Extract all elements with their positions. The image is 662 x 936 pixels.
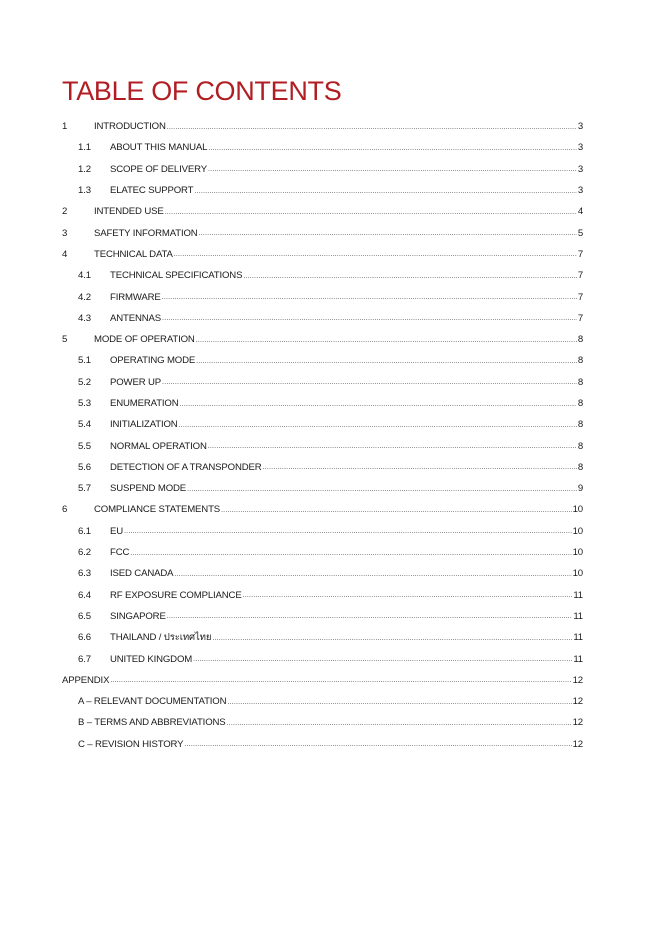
toc-entry[interactable] bbox=[62, 734, 583, 755]
toc-entry-number: 6 bbox=[62, 504, 68, 516]
toc-entry-title: NORMAL OPERATION bbox=[110, 440, 207, 452]
toc-entry-page-number: 12 bbox=[572, 674, 583, 686]
dot-leader bbox=[221, 506, 572, 516]
toc-entry-page-number: 11 bbox=[573, 610, 583, 622]
toc-entry-number: 5.7 bbox=[78, 483, 91, 495]
toc-entry[interactable] bbox=[62, 691, 583, 712]
toc-entry-title: OPERATING MODE bbox=[110, 355, 196, 367]
toc-entry-page-number: 9 bbox=[577, 483, 583, 495]
toc-entry-title: SINGAPORE bbox=[110, 610, 166, 622]
toc-entry-page-number: 11 bbox=[573, 632, 583, 644]
toc-entry-number: 5.5 bbox=[78, 440, 91, 452]
toc-entry[interactable] bbox=[62, 159, 583, 180]
toc-entry-page-number: 3 bbox=[577, 121, 583, 133]
toc-entry[interactable] bbox=[62, 606, 583, 627]
toc-entry-page-number: 12 bbox=[572, 717, 583, 729]
toc-entry[interactable] bbox=[62, 414, 583, 435]
toc-entry[interactable] bbox=[62, 435, 583, 456]
toc-entry-number: 1.1 bbox=[78, 142, 91, 154]
toc-entry[interactable] bbox=[62, 137, 583, 158]
toc-entry-number: 1.3 bbox=[78, 185, 91, 197]
toc-entry-title: RF EXPOSURE COMPLIANCE bbox=[110, 589, 242, 601]
dot-leader bbox=[208, 165, 577, 175]
toc-entry-page-number: 8 bbox=[577, 376, 583, 388]
toc-entry-title: INTENDED USE bbox=[94, 206, 164, 218]
toc-entry-title: INTRODUCTION bbox=[94, 121, 166, 133]
dot-leader bbox=[167, 612, 573, 622]
page-title: TABLE OF CONTENTS bbox=[62, 76, 342, 106]
dot-leader bbox=[243, 591, 573, 601]
toc-entry-title: POWER UP bbox=[110, 376, 162, 388]
toc-entry-number: 6.3 bbox=[78, 568, 91, 580]
toc-entry-title: APPENDIX bbox=[62, 674, 110, 686]
toc-entry-page-number: 7 bbox=[577, 312, 583, 324]
toc-entry-number: 5.1 bbox=[78, 355, 91, 367]
toc-entry-title: SCOPE OF DELIVERY bbox=[110, 163, 207, 175]
toc-entry-number: 5.2 bbox=[78, 376, 91, 388]
toc-entry-page-number: 4 bbox=[577, 206, 583, 218]
toc-entry[interactable] bbox=[62, 648, 583, 669]
toc-entry[interactable] bbox=[62, 244, 583, 265]
toc-entry-number: 6.1 bbox=[78, 525, 91, 537]
toc-entry-number: 1 bbox=[62, 121, 68, 133]
toc-entry-page-number: 10 bbox=[572, 568, 583, 580]
toc-entry-page-number: 8 bbox=[577, 355, 583, 367]
toc-entry-page-number: 3 bbox=[577, 163, 583, 175]
toc-entry-title: TECHNICAL DATA bbox=[94, 248, 173, 260]
dot-leader bbox=[174, 250, 577, 260]
toc-entry-page-number: 11 bbox=[573, 589, 583, 601]
toc-entry[interactable] bbox=[62, 265, 583, 286]
toc-entry-title: A – RELEVANT DOCUMENTATION bbox=[78, 696, 227, 708]
toc-entry[interactable] bbox=[62, 521, 583, 542]
toc-entry[interactable] bbox=[62, 116, 583, 137]
toc-entry[interactable] bbox=[62, 393, 583, 414]
toc-entry[interactable] bbox=[62, 350, 583, 371]
toc-entry[interactable] bbox=[62, 308, 583, 329]
dot-leader bbox=[184, 740, 571, 750]
toc-entry-page-number: 7 bbox=[577, 248, 583, 260]
toc-entry[interactable] bbox=[62, 457, 583, 478]
toc-entry-number: 5.3 bbox=[78, 398, 91, 409]
toc-entry-page-number: 7 bbox=[577, 291, 583, 303]
toc-entry-page-number: 10 bbox=[572, 525, 583, 537]
toc-entry-number: 5.6 bbox=[78, 461, 91, 473]
table-of-contents bbox=[62, 116, 583, 755]
toc-entry-page-number: 11 bbox=[573, 653, 583, 665]
toc-entry[interactable] bbox=[62, 627, 583, 648]
toc-entry-number: 5.4 bbox=[78, 419, 91, 431]
toc-entry-page-number: 8 bbox=[577, 334, 583, 346]
toc-entry-number: 4 bbox=[62, 248, 68, 260]
dot-leader bbox=[208, 442, 577, 452]
toc-entry[interactable] bbox=[62, 542, 583, 563]
dot-leader bbox=[162, 314, 577, 324]
toc-entry[interactable] bbox=[62, 563, 583, 584]
toc-entry-title: FIRMWARE bbox=[110, 291, 161, 303]
toc-entry[interactable] bbox=[62, 286, 583, 307]
toc-entry[interactable] bbox=[62, 499, 583, 520]
toc-entry-page-number: 12 bbox=[572, 696, 583, 708]
toc-entry[interactable] bbox=[62, 712, 583, 733]
dot-leader bbox=[194, 187, 576, 197]
dot-leader bbox=[227, 698, 571, 708]
toc-entry-number: 4.3 bbox=[78, 312, 91, 324]
toc-entry-page-number: 5 bbox=[577, 227, 583, 239]
toc-entry-page-number: 3 bbox=[577, 142, 583, 154]
toc-entry-title: EU bbox=[110, 525, 124, 537]
dot-leader bbox=[199, 229, 577, 239]
toc-entry-title: ISED CANADA bbox=[110, 568, 174, 580]
toc-entry-title: ANTENNAS bbox=[110, 312, 162, 324]
dot-leader bbox=[212, 634, 572, 644]
toc-entry-title: B – TERMS AND ABBREVIATIONS bbox=[78, 717, 226, 729]
toc-entry[interactable] bbox=[62, 180, 583, 201]
dot-leader bbox=[124, 527, 572, 537]
toc-entry[interactable] bbox=[62, 372, 583, 393]
toc-entry-page-number: 3 bbox=[577, 185, 583, 197]
toc-entry[interactable] bbox=[62, 478, 583, 499]
dot-leader bbox=[167, 123, 577, 133]
toc-entry-title: ABOUT THIS MANUAL bbox=[110, 142, 208, 154]
dot-leader bbox=[110, 676, 571, 686]
toc-entry-number: 5 bbox=[62, 334, 68, 346]
toc-entry-number: 4.1 bbox=[78, 270, 91, 282]
toc-entry-number: 3 bbox=[62, 227, 68, 239]
toc-entry-title: TECHNICAL SPECIFICATIONS bbox=[110, 270, 243, 282]
dot-leader bbox=[162, 378, 577, 388]
toc-entry-number: 2 bbox=[62, 206, 68, 218]
toc-entry-title: DETECTION OF A TRANSPONDER bbox=[110, 461, 262, 473]
toc-entry-number: 1.2 bbox=[78, 163, 91, 175]
dot-leader bbox=[208, 144, 576, 154]
dot-leader bbox=[196, 336, 577, 346]
toc-entry-number: 6.7 bbox=[78, 653, 91, 665]
dot-leader bbox=[243, 272, 576, 282]
toc-entry-number: 6.4 bbox=[78, 589, 91, 601]
dot-leader bbox=[196, 357, 577, 367]
toc-entry[interactable] bbox=[62, 201, 583, 222]
toc-entry-title: SUSPEND MODE bbox=[110, 483, 187, 495]
dot-leader bbox=[179, 421, 577, 431]
dot-leader bbox=[263, 463, 577, 473]
dot-leader bbox=[180, 400, 577, 410]
dot-leader bbox=[162, 293, 577, 303]
toc-entry-title: COMPLIANCE STATEMENTS bbox=[94, 504, 221, 516]
toc-entry-title: SAFETY INFORMATION bbox=[94, 227, 198, 239]
toc-entry[interactable] bbox=[62, 329, 583, 350]
toc-entry-title: UNITED KINGDOM bbox=[110, 653, 193, 665]
dot-leader bbox=[174, 570, 571, 580]
toc-entry-page-number: 10 bbox=[572, 547, 583, 559]
toc-entry-title: ENUMERATION bbox=[110, 398, 179, 409]
toc-entry[interactable] bbox=[62, 222, 583, 243]
toc-entry-title: INITIALIZATION bbox=[110, 419, 178, 431]
toc-entry[interactable] bbox=[62, 585, 583, 606]
toc-entry-title: C – REVISION HISTORY bbox=[78, 738, 184, 750]
toc-entry[interactable] bbox=[62, 670, 583, 691]
toc-entry-title: FCC bbox=[110, 547, 130, 559]
toc-entry-title: ELATEC SUPPORT bbox=[110, 185, 194, 197]
toc-entry-page-number: 8 bbox=[577, 461, 583, 473]
dot-leader bbox=[130, 549, 571, 559]
toc-entry-title: MODE OF OPERATION bbox=[94, 334, 195, 346]
toc-entry-page-number: 8 bbox=[577, 398, 583, 409]
dot-leader bbox=[165, 208, 577, 218]
toc-entry-number: 6.5 bbox=[78, 610, 91, 622]
toc-entry-page-number: 8 bbox=[577, 419, 583, 431]
toc-entry-title: THAILAND / ประเทศไทย bbox=[110, 632, 212, 644]
toc-entry-page-number: 8 bbox=[577, 440, 583, 452]
toc-entry-page-number: 12 bbox=[572, 738, 583, 750]
toc-entry-page-number: 7 bbox=[577, 270, 583, 282]
toc-entry-number: 4.2 bbox=[78, 291, 91, 303]
dot-leader bbox=[193, 655, 572, 665]
toc-entry-page-number: 10 bbox=[572, 504, 583, 516]
toc-entry-number: 6.2 bbox=[78, 547, 91, 559]
dot-leader bbox=[227, 719, 572, 729]
dot-leader bbox=[187, 485, 577, 495]
toc-entry-number: 6.6 bbox=[78, 632, 91, 644]
